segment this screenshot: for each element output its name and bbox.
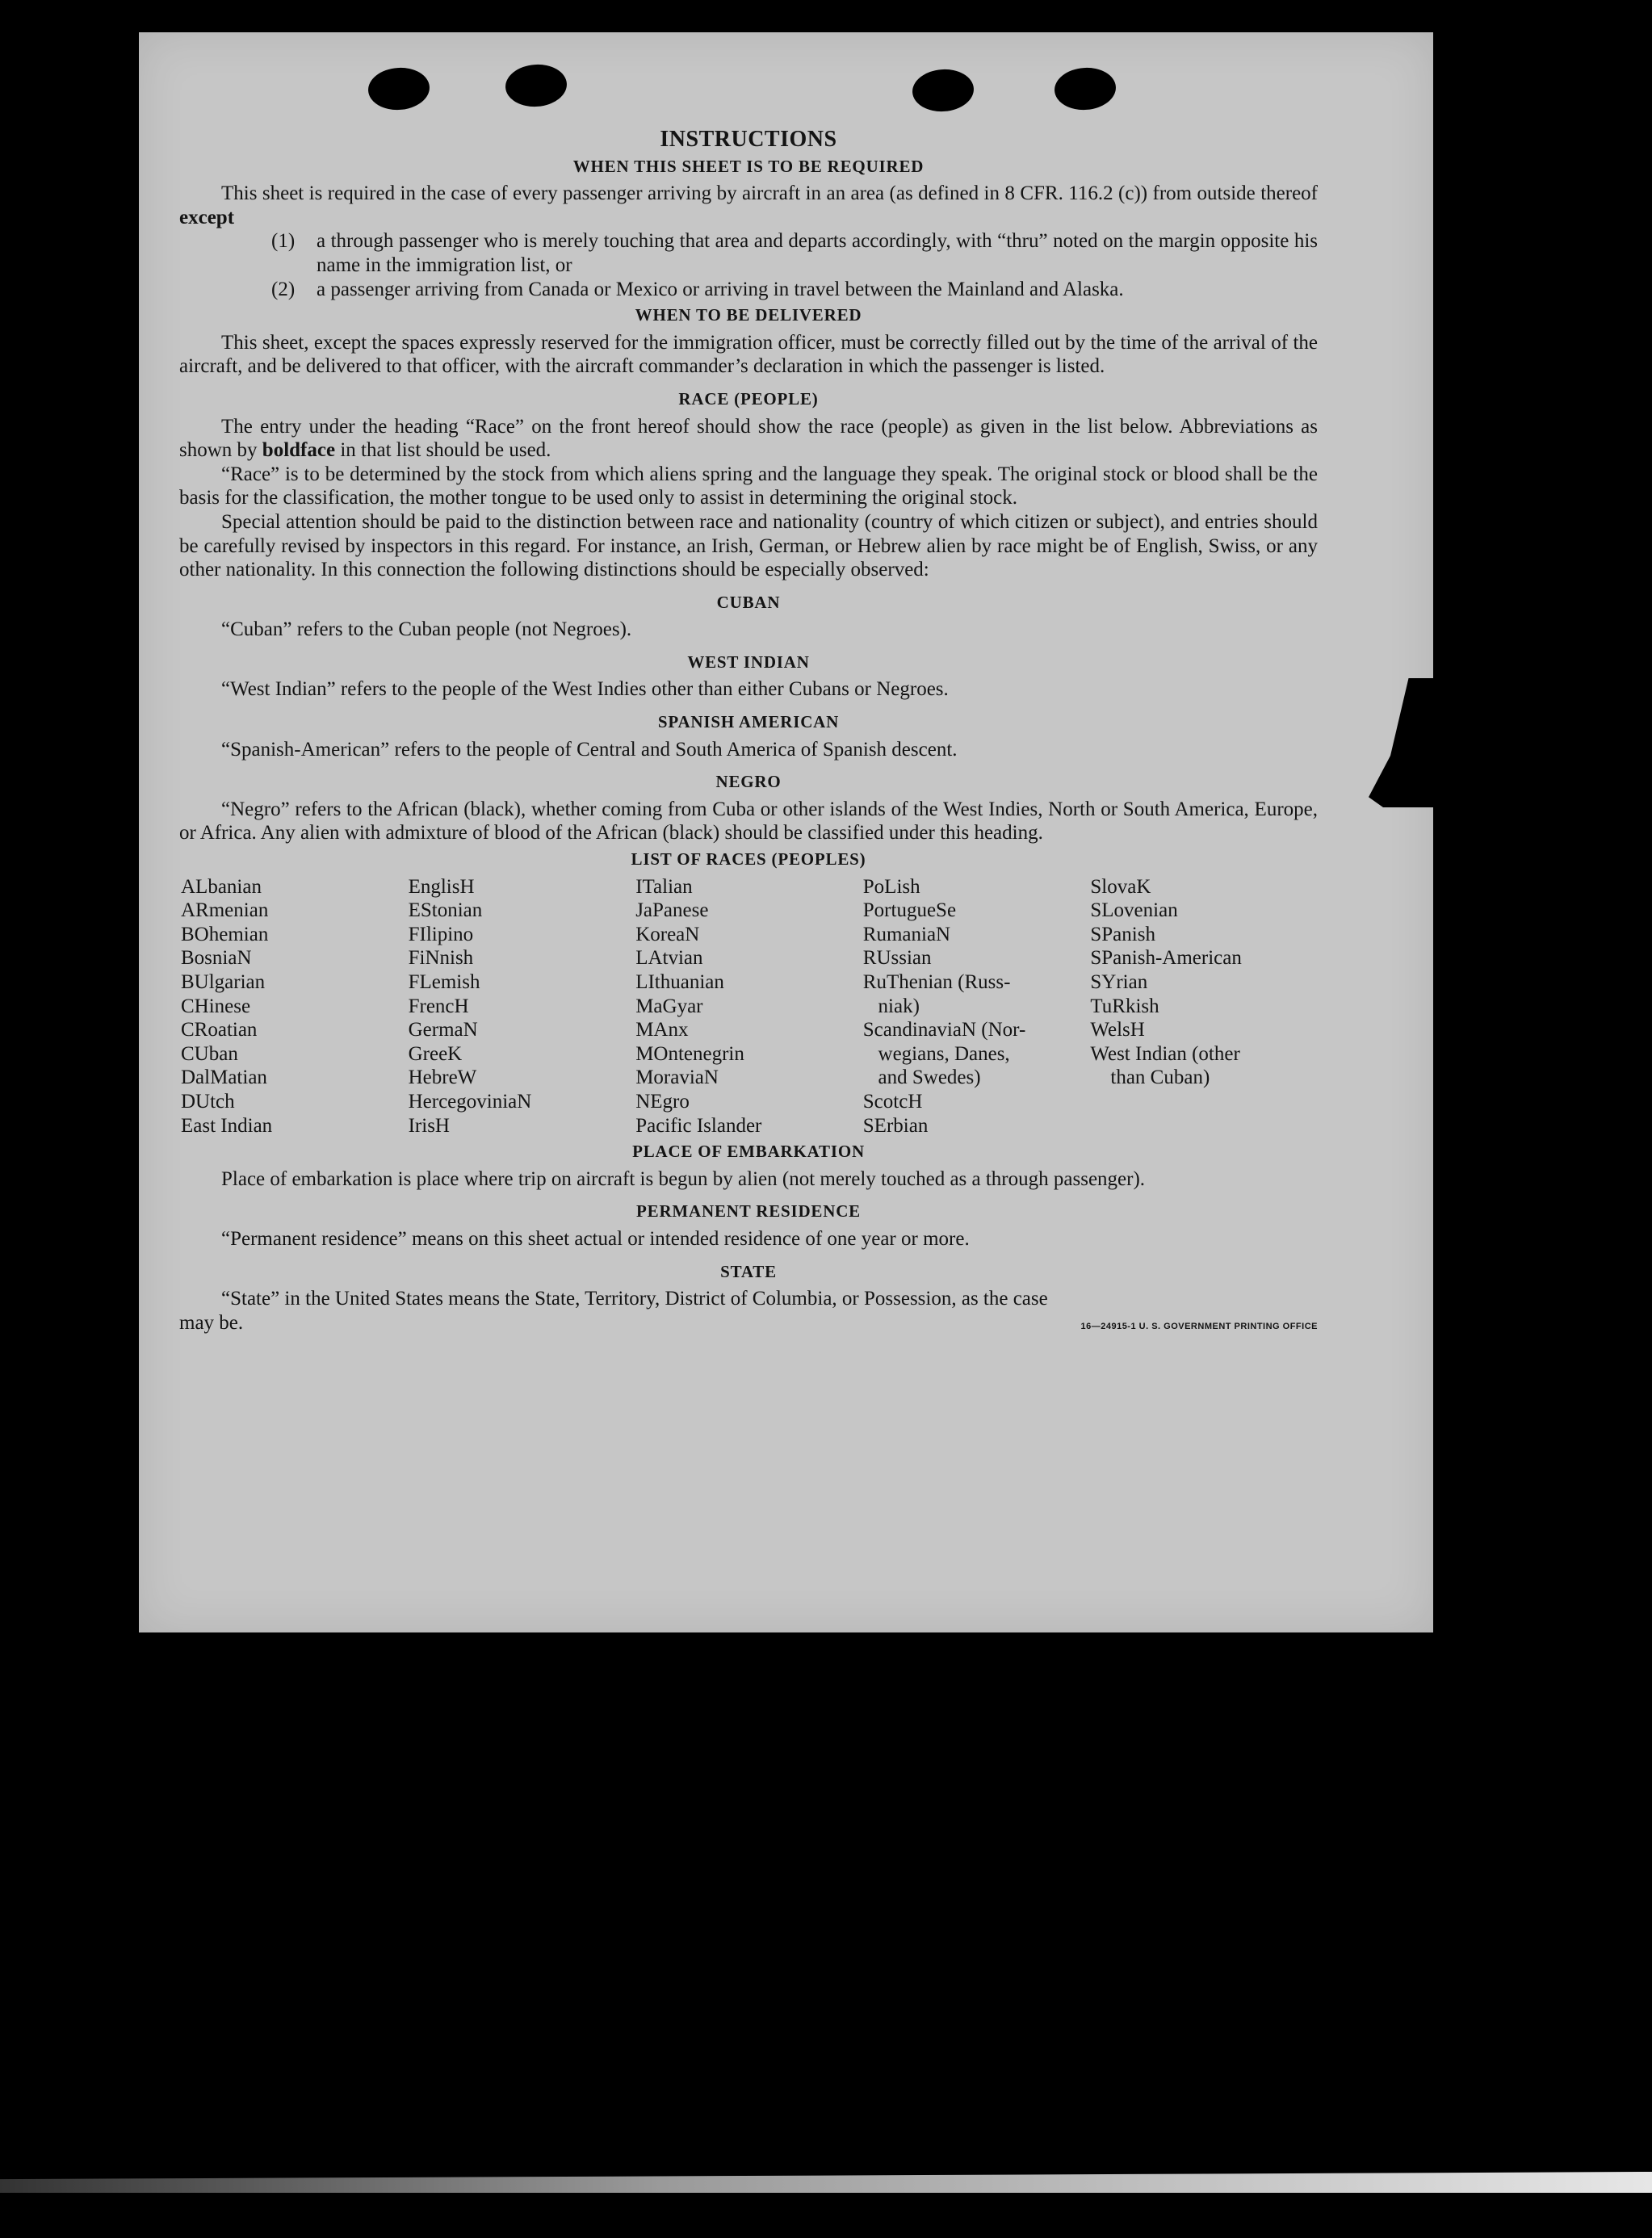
state-footer-line xyxy=(179,1311,1318,1339)
race-entry: GreeK xyxy=(408,1042,463,1065)
races-column xyxy=(1090,875,1318,1138)
section-heading-races-list: LIST OF RACES (PEOPLES) xyxy=(631,849,866,870)
race-entry: RUssian xyxy=(862,947,932,970)
race-entry: wegians, Danes, xyxy=(862,1042,1010,1065)
races-column xyxy=(181,875,409,1138)
race-entry: CHinese xyxy=(181,995,251,1017)
race-entry: FrencH xyxy=(408,995,469,1017)
race-entry: MaGyar xyxy=(635,995,703,1017)
race-entry: BosniaN xyxy=(181,947,252,970)
west-indian-text: “West Indian” refers to the people of the West Indies other than either Cubans or Negroes. xyxy=(221,678,949,701)
race-entry: MoraviaN xyxy=(635,1067,719,1089)
races-column xyxy=(863,875,1091,1138)
race-entry: ScotcH xyxy=(862,1090,923,1113)
race-entry: SPanish-American xyxy=(1090,947,1242,970)
race-entry: WelsH xyxy=(1090,1019,1145,1041)
section-heading-residence: PERMANENT RESIDENCE xyxy=(636,1201,861,1222)
scan-edge-strip xyxy=(0,2172,1652,2193)
cuban-text: “Cuban” refers to the Cuban people (not Negroes). xyxy=(221,618,632,641)
section-heading-negro: NEGRO xyxy=(715,772,782,792)
negro-text: “Negro” refers to the African (black), whether coming from Cuba or other islands of the West Indies, North or South America, Europe, or Africa. Any alien with admixture of blood of the African (black) should be classified under this heading. xyxy=(179,798,1318,844)
race-entry: KoreaN xyxy=(635,923,700,945)
exception-item-2: (2) a passenger arriving from Canada or Mexico or arriving in travel between the Mainland and Alaska. xyxy=(271,278,1124,300)
race-entry: FLemish xyxy=(408,971,480,993)
race-entry: TuRkish xyxy=(1090,995,1159,1017)
race-entry: DalMatian xyxy=(181,1067,267,1089)
race-entry: SlovaK xyxy=(1090,875,1151,898)
race-entry: DUtch xyxy=(181,1090,235,1113)
race-entry: HercegoviniaN xyxy=(408,1090,532,1113)
race-entry: East Indian xyxy=(181,1114,273,1137)
section-heading-embarkation: PLACE OF EMBARKATION xyxy=(632,1142,865,1162)
section-heading-required: WHEN THIS SHEET IS TO BE REQUIRED xyxy=(572,156,925,176)
section-heading-delivered: WHEN TO BE DELIVERED xyxy=(635,305,862,325)
race-entry: ScandinaviaN (Nor- xyxy=(862,1019,1026,1041)
embarkation-text: Place of embarkation is place where trip on aircraft is begun by alien (not merely touched as a through passenger). xyxy=(221,1167,1146,1190)
race-entry: BUlgarian xyxy=(181,971,266,993)
race-paragraph-1: The entry under the heading “Race” on the front hereof should show the race (people) as given in the list below. Abbreviations as shown by boldface in that list should be used. xyxy=(179,415,1318,462)
required-intro: This sheet is required in the case of every passenger arriving by aircraft in an area (as defined in 8 CFR. 116.2 (c)) from outside thereof except xyxy=(179,182,1318,228)
races-list xyxy=(181,875,1318,1138)
race-entry: LIthuanian xyxy=(635,971,724,993)
race-entry: ARmenian xyxy=(181,899,269,922)
race-entry: BOhemian xyxy=(181,923,269,945)
race-entry: MAnx xyxy=(635,1019,689,1041)
race-entry: IrisH xyxy=(408,1114,450,1137)
race-entry: MOntenegrin xyxy=(635,1042,744,1065)
residence-text: “Permanent residence” means on this sheet actual or intended residence of one year or more. xyxy=(221,1227,970,1250)
race-entry: JaPanese xyxy=(635,899,709,922)
section-heading-state: STATE xyxy=(720,1261,777,1281)
race-entry: West Indian (other xyxy=(1090,1042,1240,1065)
delivered-text: This sheet, except the spaces expressly reserved for the immigration officer, must be correctly filled out by the time of the arrival of the aircraft, and be delivered to that officer, with the aircraft commander’s declaration in which the passenger is listed. xyxy=(179,331,1318,378)
race-entry: RuThenian (Russ- xyxy=(862,971,1011,993)
race-entry: EStonian xyxy=(408,899,483,922)
race-paragraph-2: “Race” is to be determined by the stock from which aliens spring and the language they speak. The original stock or blood shall be the basis for the classification, the mother tongue to be used only to assist in determining the original stock. xyxy=(179,463,1318,509)
race-entry: than Cuban) xyxy=(1090,1067,1210,1089)
state-text-end: may be. xyxy=(179,1311,244,1334)
race-entry: HebreW xyxy=(408,1067,477,1089)
race-entry: PoLish xyxy=(862,875,920,898)
race-paragraph-3: Special attention should be paid to the distinction between race and nationality (country of which citizen or subject), and entries should be carefully revised by inspectors in this regard. For instance, an Irish, German, or Hebrew alien by race might be of English, Swiss, or any other nationality. In this connection the following distinctions should be especially observed: xyxy=(179,510,1318,581)
race-entry: SPanish xyxy=(1090,923,1155,945)
race-entry: EnglisH xyxy=(408,875,475,898)
section-heading-spanish-american: SPANISH AMERICAN xyxy=(657,712,840,732)
section-heading-cuban: CUBAN xyxy=(716,592,781,612)
section-heading-race: RACE (PEOPLE) xyxy=(678,388,819,409)
race-entry: RumaniaN xyxy=(862,923,951,945)
instructions-content xyxy=(179,124,1318,1339)
race-entry: SLovenian xyxy=(1090,899,1178,922)
race-entry: SYrian xyxy=(1090,971,1148,993)
page-title: INSTRUCTIONS xyxy=(660,127,837,152)
race-entry: ALbanian xyxy=(181,875,262,898)
printing-office-imprint: 16—24915-1 U. S. GOVERNMENT PRINTING OFFICE xyxy=(1080,1321,1318,1331)
race-entry: Pacific Islander xyxy=(635,1114,762,1137)
race-entry: FiNnish xyxy=(408,947,474,970)
state-text: “State” in the United States means the State, Territory, District of Columbia, or Possession, as the case xyxy=(221,1288,1048,1310)
race-entry: SErbian xyxy=(862,1114,929,1137)
race-entry: PortugueSe xyxy=(862,899,957,922)
race-entry: and Swedes) xyxy=(862,1067,981,1089)
race-entry: CRoatian xyxy=(181,1019,258,1041)
race-entry: niak) xyxy=(862,995,920,1017)
race-entry: GermaN xyxy=(408,1019,478,1041)
races-column xyxy=(635,875,863,1138)
race-entry: ITalian xyxy=(635,875,693,898)
races-column xyxy=(409,875,636,1138)
exception-item-1: (1) a through passenger who is merely touching that area and departs accordingly, with “thru” noted on the margin opposite his name in the immigration list, or xyxy=(271,230,1318,276)
race-entry: FIlipino xyxy=(408,923,474,945)
spanish-american-text: “Spanish-American” refers to the people of Central and South America of Spanish descent. xyxy=(221,738,958,761)
race-entry: CUban xyxy=(181,1042,238,1065)
section-heading-west-indian: WEST INDIAN xyxy=(687,652,810,672)
race-entry: NEgro xyxy=(635,1090,690,1113)
race-entry: LAtvian xyxy=(635,947,703,970)
